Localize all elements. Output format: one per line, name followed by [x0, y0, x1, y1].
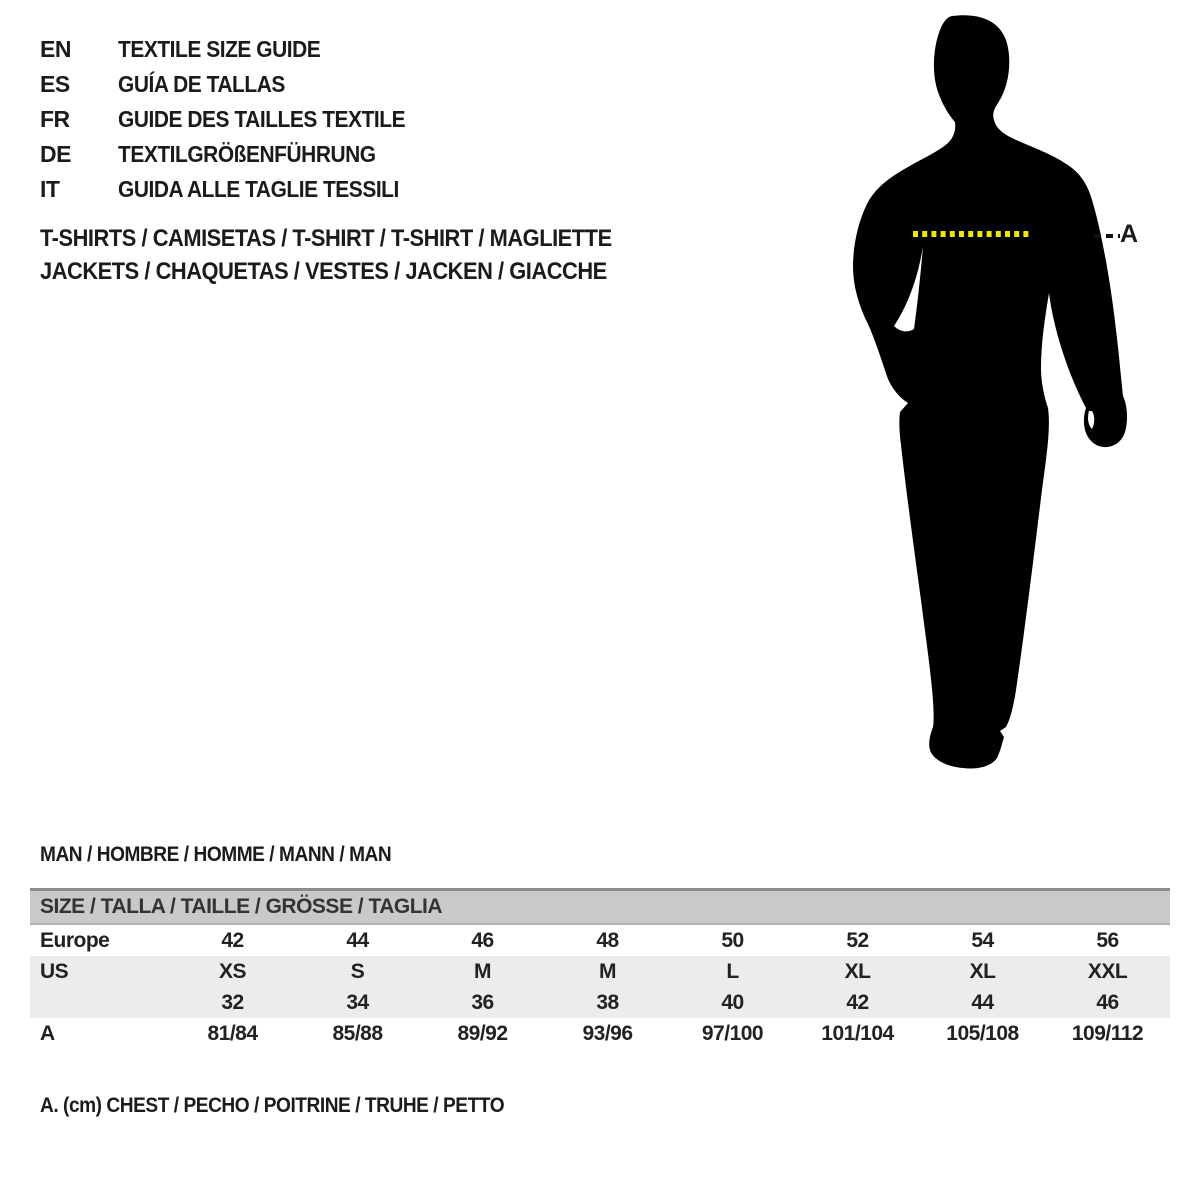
cell: 42: [221, 928, 244, 952]
cell: M: [599, 959, 616, 983]
cell: XL: [969, 959, 996, 983]
language-label: GUIDE DES TAILLES TEXTILE: [118, 106, 406, 132]
language-row-fr: [40, 102, 434, 137]
cell: 42: [846, 990, 869, 1014]
row-label: US: [40, 959, 69, 983]
language-label: TEXTILE SIZE GUIDE: [118, 36, 321, 62]
language-code: IT: [40, 176, 60, 202]
language-code: EN: [40, 36, 71, 62]
table-row-us: [30, 956, 1170, 987]
cell: 34: [346, 990, 369, 1014]
size-table-header-label: SIZE / TALLA / TAILLE / GRÖSSE / TAGLIA: [40, 895, 443, 918]
cell: XL: [844, 959, 871, 983]
language-label: GUÍA DE TALLAS: [118, 71, 285, 97]
measurement-footnote: A. (cm) CHEST / PECHO / POITRINE / TRUHE / PETTO: [40, 1094, 505, 1117]
language-row-es: [40, 67, 434, 102]
cell: 89/92: [457, 1021, 508, 1045]
size-table-header: [30, 888, 1170, 925]
cell: 40: [721, 990, 744, 1014]
language-row-en: [40, 32, 434, 67]
cell: 36: [471, 990, 494, 1014]
cell: 81/84: [207, 1021, 258, 1045]
cell: 93/96: [582, 1021, 633, 1045]
cell: 105/108: [946, 1021, 1019, 1045]
cell: 85/88: [332, 1021, 383, 1045]
language-row-it: [40, 172, 434, 207]
cell: 44: [346, 928, 369, 952]
cell: 97/100: [701, 1021, 764, 1045]
cell: S: [350, 959, 365, 983]
cell: 38: [596, 990, 619, 1014]
cell: 50: [721, 928, 744, 952]
cell: 109/112: [1071, 1021, 1144, 1045]
language-row-de: [40, 137, 434, 172]
category-line-jackets: JACKETS / CHAQUETAS / VESTES / JACKEN / GIACCHE: [40, 258, 607, 285]
language-code: ES: [40, 71, 70, 97]
language-code: DE: [40, 141, 71, 167]
category-line-tshirts: T-SHIRTS / CAMISETAS / T-SHIRT / T-SHIRT / MAGLIETTE: [40, 225, 612, 252]
cell: 56: [1096, 928, 1119, 952]
table-row-numeric: [30, 987, 1170, 1018]
row-label: A: [40, 1021, 55, 1045]
cell: 46: [471, 928, 494, 952]
cell: 44: [971, 990, 994, 1014]
measure-a-label: A: [1120, 220, 1138, 248]
cell: 46: [1096, 990, 1119, 1014]
cell: 32: [221, 990, 244, 1014]
size-table: [30, 888, 1170, 1049]
cell: 52: [846, 928, 869, 952]
cell: 54: [971, 928, 994, 952]
table-row-chest: [30, 1018, 1170, 1049]
row-label: Europe: [40, 928, 110, 952]
table-row-europe: [30, 925, 1170, 956]
cell: 101/104: [821, 1021, 894, 1045]
cell: XXL: [1087, 959, 1128, 983]
language-label: TEXTILGRÖßENFÜHRUNG: [118, 141, 376, 167]
cell: 48: [596, 928, 619, 952]
language-list: [40, 32, 434, 207]
cell: XS: [218, 959, 246, 983]
language-label: GUIDA ALLE TAGLIE TESSILI: [118, 176, 399, 202]
category-headings: [40, 222, 668, 288]
man-silhouette: [853, 15, 1127, 768]
language-code: FR: [40, 106, 70, 132]
man-silhouette-figure: [820, 0, 1180, 800]
cell: L: [726, 959, 739, 983]
cell: M: [474, 959, 491, 983]
section-title-man: MAN / HOMBRE / HOMME / MANN / MAN: [40, 843, 392, 866]
